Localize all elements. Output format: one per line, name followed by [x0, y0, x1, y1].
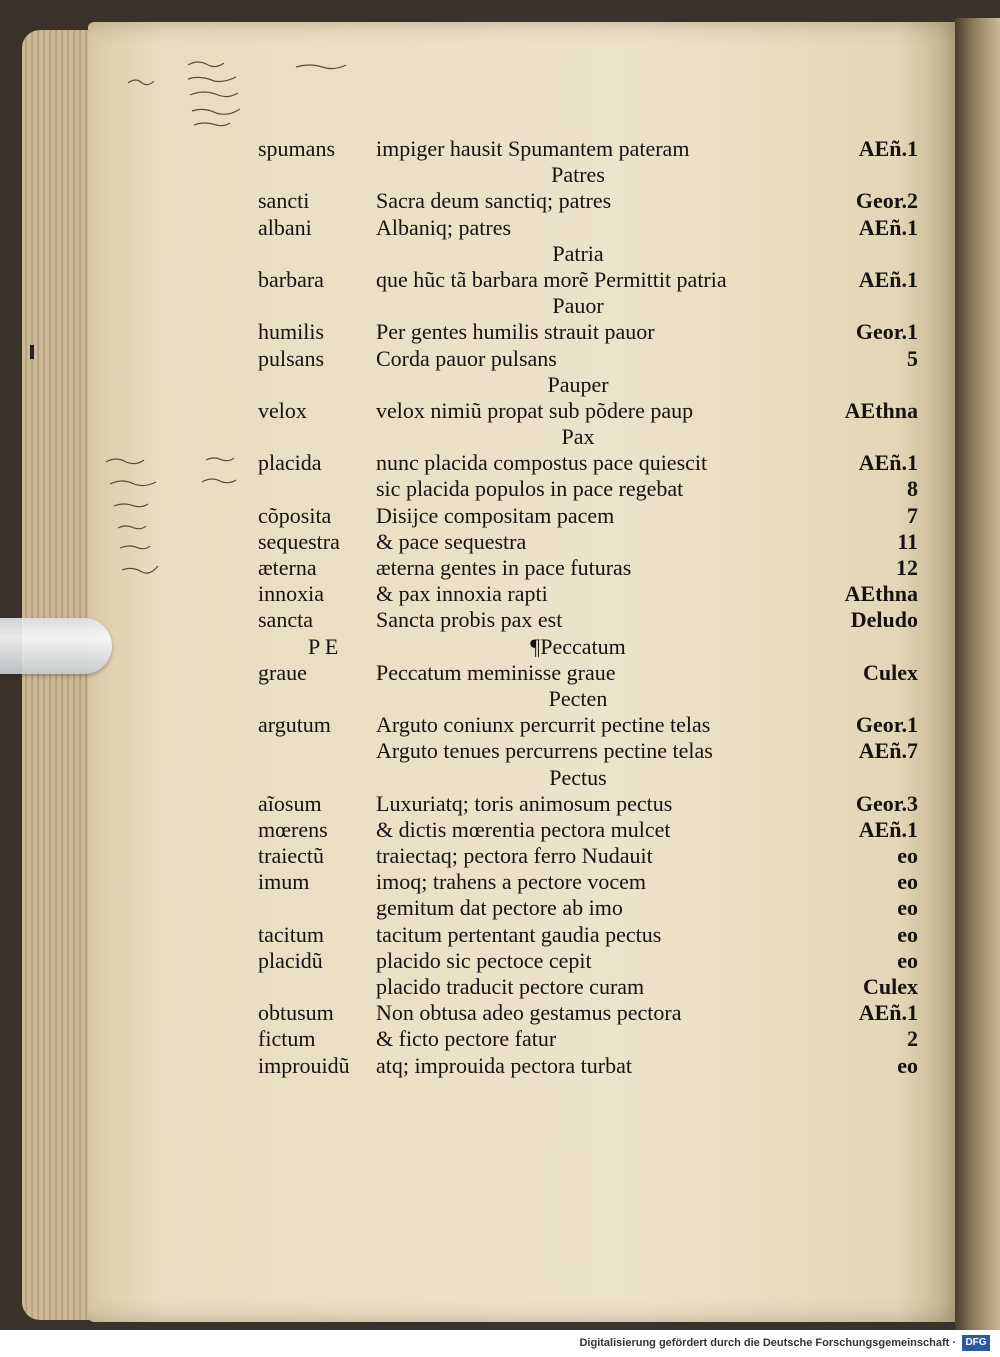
- section-heading: Pax: [561, 424, 595, 450]
- entry-row: [258, 869, 918, 895]
- verse-line: placido traducit pectore curam: [376, 974, 645, 999]
- handwritten-notes-top: [110, 55, 390, 145]
- entry-row: [258, 476, 918, 502]
- verse-line: & ficto pectore fatur: [376, 1026, 557, 1052]
- heading-row: [258, 634, 898, 660]
- entry-row: [258, 738, 918, 764]
- source-ref: Deludo: [850, 607, 918, 633]
- source-ref: AEñ.1: [858, 816, 918, 842]
- entry-row: [258, 188, 918, 214]
- verse-line: & pax innoxia rapti: [376, 581, 548, 607]
- keyword: innoxia: [258, 581, 324, 607]
- entry-row: [258, 214, 918, 241]
- entry-row: [258, 319, 918, 345]
- verse-line: æterna gentes in pace futuras: [376, 555, 632, 580]
- entry-row: [258, 607, 918, 633]
- keyword: albani: [258, 214, 312, 240]
- entry-row: [258, 1026, 918, 1052]
- heading-row: [258, 686, 898, 712]
- section-heading: Patria: [552, 240, 604, 266]
- entry-row: [258, 1000, 918, 1026]
- section-heading: Pecten: [548, 685, 608, 711]
- heading-row: [258, 765, 898, 791]
- source-ref: eo: [897, 869, 918, 895]
- verse-line: Albaniq; patres: [376, 214, 512, 240]
- funding-credit: Digitalisierung gefördert durch die Deutsche Forschungsgemeinschaft ·: [579, 1337, 956, 1349]
- source-ref: AEñ.1: [858, 450, 918, 476]
- keyword: cõposita: [258, 502, 332, 528]
- keyword: traiectũ: [258, 843, 324, 869]
- keyword: obtusum: [258, 1000, 334, 1026]
- verse-line: imoq; trahens a pectore vocem: [376, 869, 647, 895]
- entry-row: [258, 450, 918, 476]
- verse-line: que hũc tã barbara morẽ Permittit patria: [376, 266, 727, 292]
- verse-line: placido sic pectoce cepit: [376, 947, 592, 973]
- entry-row: [258, 974, 918, 1000]
- source-ref: eo: [897, 1052, 918, 1078]
- source-ref: eo: [897, 921, 918, 947]
- source-ref: AEñ.7: [858, 738, 918, 764]
- source-ref: eo: [897, 947, 918, 973]
- dfg-logo: DFG: [962, 1335, 990, 1351]
- source-ref: 12: [896, 555, 918, 580]
- keyword: sancta: [258, 607, 313, 633]
- verse-line: Luxuriatq; toris animosum pectus: [376, 790, 673, 816]
- entry-row: [258, 712, 918, 738]
- source-ref: AEñ.1: [858, 266, 918, 292]
- source-ref: AEñ.1: [858, 214, 918, 240]
- source-ref: AEthna: [844, 581, 918, 607]
- source-ref: Geor.2: [855, 188, 918, 214]
- verse-line: & pace sequestra: [376, 528, 527, 554]
- verse-line: Arguto tenues percurrens pectine telas: [376, 738, 713, 764]
- source-ref: Culex: [863, 974, 918, 999]
- entry-row: [258, 895, 918, 921]
- keyword: graue: [258, 659, 307, 685]
- entry-row: [258, 136, 918, 162]
- keyword: velox: [258, 397, 307, 423]
- verse-line: Disijce compositam pacem: [376, 502, 615, 528]
- keyword: sequestra: [258, 528, 340, 554]
- entry-row: [258, 397, 918, 424]
- source-ref: 7: [907, 502, 918, 528]
- verse-line: tacitum pertentant gaudia pectus: [376, 921, 662, 947]
- source-ref: AEthna: [844, 397, 918, 423]
- entry-row: [258, 921, 918, 948]
- marginal-annotations: [110, 55, 390, 145]
- heading-row: [258, 372, 898, 398]
- verse-line: Non obtusa adeo gestamus pectora: [376, 1000, 682, 1026]
- entry-row: [258, 843, 918, 869]
- source-ref: eo: [897, 895, 918, 921]
- verse-line: gemitum dat pectore ab imo: [376, 895, 623, 921]
- source-ref: 11: [897, 528, 918, 554]
- source-ref: 2: [907, 1026, 918, 1052]
- source-ref: eo: [897, 843, 918, 869]
- keyword: sancti: [258, 188, 310, 214]
- handwritten-notes-left: [100, 448, 260, 588]
- verse-line: atq; improuida pectora turbat: [376, 1052, 632, 1078]
- entry-row: [258, 345, 918, 372]
- entry-row: [258, 502, 918, 529]
- section-heading: ¶Peccatum: [530, 633, 626, 659]
- keyword: barbara: [258, 266, 324, 292]
- verse-line: Arguto coniunx percurrit pectine telas: [376, 712, 711, 738]
- heading-row: [258, 424, 898, 450]
- keyword: aĩosum: [258, 790, 322, 816]
- verse-line: impiger hausit Spumantem pateram: [376, 136, 690, 161]
- entry-row: [258, 555, 918, 581]
- keyword: mœrens: [258, 816, 328, 842]
- source-ref: AEñ.1: [858, 1000, 918, 1026]
- section-heading: Patres: [551, 162, 605, 188]
- verse-line: Peccatum meminisse graue: [376, 659, 616, 685]
- verse-line: Per gentes humilis strauit pauor: [376, 319, 655, 345]
- keyword: imum: [258, 869, 310, 895]
- heading-row: [258, 293, 898, 319]
- source-ref: AEñ.1: [858, 136, 918, 161]
- verse-line: velox nimiũ propat sub põdere paup: [376, 397, 694, 423]
- verse-line: traiectaq; pectora ferro Nudauit: [376, 843, 653, 869]
- source-ref: Geor.1: [855, 712, 918, 738]
- keyword: fictum: [258, 1026, 316, 1052]
- section-heading: Pauper: [547, 371, 609, 397]
- verse-line: Sancta probis pax est: [376, 607, 563, 633]
- entry-row: [258, 581, 918, 607]
- keyword: improuidũ: [258, 1052, 350, 1078]
- glass-page-weight: [0, 618, 112, 674]
- entry-row: [258, 816, 918, 843]
- heading-row: [258, 241, 898, 267]
- printed-text-block: [258, 136, 918, 1079]
- verse-line: & dictis mœrentia pectora mulcet: [376, 816, 671, 842]
- digitization-footer: [0, 1330, 1000, 1357]
- source-ref: Geor.3: [855, 790, 918, 816]
- entry-row: [258, 528, 918, 555]
- entry-row: [258, 790, 918, 817]
- verse-line: nunc placida compostus pace quiescit: [376, 450, 708, 476]
- entry-row: [258, 947, 918, 974]
- heading-row: [258, 162, 898, 188]
- keyword: tacitum: [258, 921, 324, 947]
- margin-mark: [30, 345, 34, 359]
- source-ref: Geor.1: [855, 319, 918, 345]
- section-heading: Pectus: [549, 764, 607, 790]
- letter-marker: P E: [308, 633, 339, 659]
- verse-line: sic placida populos in pace regebat: [376, 476, 684, 502]
- keyword: argutum: [258, 712, 331, 738]
- section-heading: Pauor: [552, 293, 604, 319]
- source-ref: Culex: [863, 659, 918, 685]
- keyword: humilis: [258, 319, 325, 345]
- entry-row: [258, 266, 918, 293]
- source-ref: 5: [907, 345, 918, 371]
- source-ref: 8: [907, 476, 918, 502]
- keyword: placidũ: [258, 947, 323, 973]
- verse-line: Sacra deum sanctiq; patres: [376, 188, 612, 214]
- entry-row: [258, 659, 918, 686]
- verse-line: Corda pauor pulsans: [376, 345, 557, 371]
- keyword: spumans: [258, 136, 335, 161]
- keyword: pulsans: [258, 345, 324, 371]
- book-gutter: [955, 18, 1000, 1330]
- entry-row: [258, 1052, 918, 1079]
- keyword: æterna: [258, 555, 317, 580]
- keyword: placida: [258, 450, 322, 476]
